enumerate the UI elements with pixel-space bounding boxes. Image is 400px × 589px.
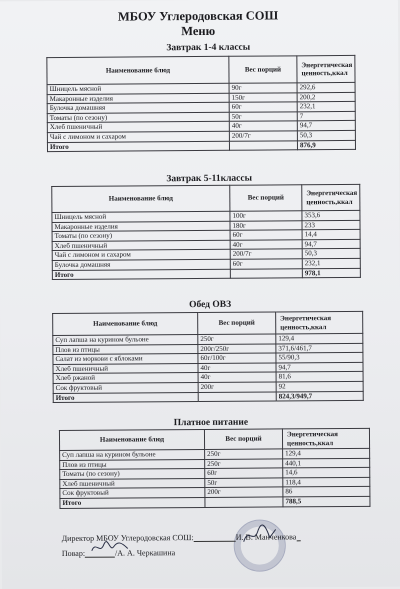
- column-header-name: Наименование блюд: [53, 313, 198, 336]
- energy-value-cell: 129,4: [283, 448, 370, 458]
- menu-table-lunch-ovz: [52, 311, 364, 403]
- energy-value-cell: 7: [297, 111, 355, 121]
- portion-weight-cell: 40г: [230, 240, 302, 250]
- total-value: 978,1: [302, 268, 360, 278]
- total-value: 876,9: [297, 140, 355, 150]
- dish-name-cell: Чай с лимоном и сахаром: [52, 250, 230, 261]
- dish-name-cell: Шницель мясной: [52, 211, 230, 222]
- dish-name-cell: Суп лапша на курином бульоне: [53, 335, 198, 346]
- portion-weight-cell: 90г: [229, 83, 297, 93]
- menu-table-breakfast-1-4: [46, 55, 356, 152]
- portion-weight-cell: 40г: [198, 363, 276, 373]
- energy-value-cell: 50,3: [302, 249, 360, 259]
- energy-value-cell: 371,6/461,7: [276, 343, 363, 353]
- portion-weight-cell: 60г/100г: [198, 353, 276, 363]
- dish-name-cell: Плов из птицы: [60, 459, 205, 470]
- cook-handwritten-signature: [90, 538, 130, 556]
- cook-name: /А. А. Черкашина: [115, 548, 176, 558]
- dish-name-cell: Хлеб ржаной: [53, 373, 198, 384]
- menu-table-breakfast-5-11: [51, 184, 361, 280]
- dish-name-cell: Хлеб пшеничный: [53, 363, 198, 374]
- energy-value-cell: 14,6: [283, 468, 370, 478]
- energy-value-cell: 14,4: [302, 230, 360, 240]
- total-empty-cell: [229, 140, 297, 150]
- portion-weight-cell: 180г: [230, 220, 302, 230]
- total-value: 788,5: [283, 496, 370, 506]
- total-value: 824,3/949,7: [276, 391, 363, 401]
- energy-value-cell: 55/90,3: [276, 353, 363, 363]
- portion-weight-cell: 200/7г: [229, 131, 297, 141]
- school-name: МБОУ Углеродовская СОШ: [117, 8, 279, 24]
- dish-name-cell: Томаты (по сезону): [47, 112, 229, 123]
- column-header-energy: Энергетическая ценность,ккал: [297, 55, 355, 82]
- dish-name-cell: Салат из моркови с яблоками: [53, 354, 198, 365]
- portion-weight-cell: 200г/250г: [198, 344, 276, 354]
- portion-weight-cell: 150г: [229, 92, 297, 102]
- total-row: [53, 391, 363, 403]
- portion-weight-cell: 250г: [205, 459, 283, 469]
- menu-table-paid-meals: [59, 428, 371, 509]
- energy-value-cell: 81,6: [276, 372, 363, 382]
- energy-value-cell: 50,3: [297, 130, 355, 140]
- dish-name-cell: Сок фруктовый: [60, 488, 205, 499]
- energy-value-cell: 129,4: [276, 333, 363, 343]
- portion-weight-cell: 200г: [205, 487, 283, 497]
- total-label: Итого: [53, 392, 198, 403]
- dish-name-cell: Сок фруктовый: [53, 382, 198, 393]
- energy-value-cell: 200,2: [297, 92, 355, 102]
- total-label: Итого: [60, 497, 205, 508]
- total-empty-cell: [205, 497, 283, 507]
- dish-name-cell: Плов из птицы: [53, 344, 198, 355]
- energy-value-cell: 86: [283, 487, 370, 497]
- portion-weight-cell: 60г: [230, 230, 302, 240]
- column-header-weight: Вес порций: [230, 185, 302, 212]
- portion-weight-cell: 250г: [205, 449, 283, 459]
- director-handwritten-signature: [240, 523, 280, 545]
- portion-weight-cell: 60г: [205, 468, 283, 478]
- portion-weight-cell: 200/7г: [230, 249, 302, 259]
- energy-value-cell: 292,6: [297, 82, 355, 92]
- column-header-name: Наименование блюд: [52, 185, 230, 212]
- portion-weight-cell: 40г: [198, 372, 276, 382]
- column-header-weight: Вес порций: [204, 429, 282, 450]
- energy-value-cell: 94,7: [297, 121, 355, 131]
- dish-name-cell: Шницель мясной: [47, 83, 229, 94]
- dish-name-cell: Макаронные изделия: [52, 221, 230, 232]
- dish-name-cell: Суп лапша на курином бульоне: [60, 449, 205, 460]
- section-title-lunch-ovz: Обед ОВЗ: [189, 299, 232, 311]
- energy-value-cell: 232,1: [302, 258, 360, 268]
- dish-name-cell: Хлеб пшеничный: [52, 240, 230, 251]
- dish-name-cell: Томаты (по сезону): [60, 469, 205, 480]
- section-title-breakfast-1-4: Завтрак 1-4 классы: [166, 42, 251, 54]
- signature-underline: [194, 532, 236, 542]
- dish-name-cell: Макаронные изделия: [47, 93, 229, 104]
- total-empty-cell: [198, 392, 276, 402]
- energy-value-cell: 353,6: [302, 210, 360, 220]
- page-title: Меню: [181, 23, 216, 39]
- dish-name-cell: Чай с лимоном и сахаром: [47, 131, 229, 142]
- section-title-paid-meals: Платное питание: [173, 417, 249, 429]
- dish-name-cell: Булочка домашняя: [47, 102, 229, 113]
- director-name: И. В. Манченкова: [235, 532, 297, 542]
- energy-value-cell: 232,1: [297, 102, 355, 112]
- portion-weight-cell: 40г: [229, 121, 297, 131]
- column-header-weight: Вес порций: [229, 56, 297, 83]
- energy-value-cell: 94,7: [302, 239, 360, 249]
- portion-weight-cell: 250г: [198, 334, 276, 344]
- column-header-energy: Энергетическая ценность,ккал: [282, 428, 369, 449]
- column-header-energy: Энергетическая ценность,ккал: [276, 311, 363, 334]
- dish-name-cell: Хлеб пшеничный: [60, 478, 205, 489]
- portion-weight-cell: 200г: [198, 382, 276, 392]
- column-header-energy: Энергетическая ценность,ккал: [302, 184, 360, 210]
- energy-value-cell: 118,4: [283, 477, 370, 487]
- total-label: Итого: [47, 141, 229, 152]
- dish-name-cell: Булочка домашняя: [52, 259, 230, 270]
- section-title-breakfast-5-11: Завтрак 5-11классы: [166, 173, 253, 185]
- portion-weight-cell: 50г: [229, 112, 297, 122]
- portion-weight-cell: 60г: [230, 259, 302, 269]
- dish-name-cell: Хлеб пшеничный: [47, 122, 229, 133]
- total-row: [52, 268, 360, 280]
- portion-weight-cell: 50г: [205, 478, 283, 488]
- director-label: Директор МБОУ Углеродовская СОШ:: [61, 533, 194, 543]
- dish-name-cell: Томаты (по сезону): [52, 230, 230, 241]
- column-header-name: Наименование блюд: [47, 56, 229, 84]
- portion-weight-cell: 60г: [229, 102, 297, 112]
- total-row: [47, 140, 355, 152]
- total-row: [60, 496, 370, 508]
- portion-weight-cell: 100г: [230, 211, 302, 221]
- total-empty-cell: [230, 268, 302, 278]
- energy-value-cell: 233: [302, 220, 360, 230]
- energy-value-cell: 94,7: [276, 362, 363, 372]
- energy-value-cell: 440,1: [283, 458, 370, 468]
- column-header-name: Наименование блюд: [59, 429, 204, 450]
- column-header-weight: Вес порций: [198, 312, 276, 335]
- cook-label: Повар:: [61, 548, 86, 558]
- total-label: Итого: [52, 269, 230, 280]
- energy-value-cell: 92: [276, 381, 363, 391]
- signature-underline: [296, 531, 300, 541]
